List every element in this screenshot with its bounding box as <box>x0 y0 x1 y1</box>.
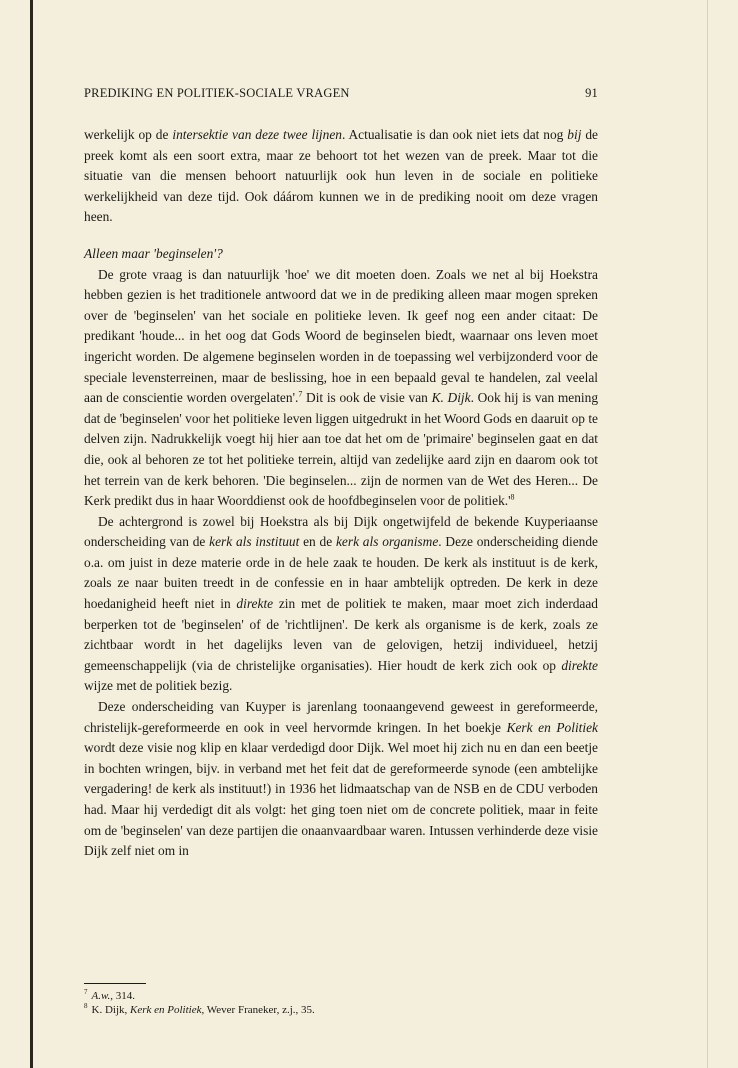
page-edge <box>707 0 708 1068</box>
paragraph-4: Deze onderscheiding van Kuyper is jarenlang toonaangevend geweest in gereformeerde, christelijk-gereformeerde en ook in veel hervormde kringen. In het boekje Kerk en Politiek wordt deze visie nog klip en klaar verdedigd door Dijk. Wel moet hij zich nu en dan een beetje in bochten wringen, bijv. in verband met het feit dat de gereformeerde synode (een ambtelijke vergadering! de kerk als instituut!) in 1936 het lidmaatschap van de NSB en de CDU verboden had. Maar hij verdedigt dit als volgt: het ging toen niet om de concrete politiek, maar in feite om de 'beginselen' van deze partijen die onaanvaardbaar waren. Intussen verhinderde deze visie Dijk zelf niet om in <box>84 699 598 859</box>
footnote-ref-7[interactable]: 7 <box>298 389 303 399</box>
emphasis: Kerk en Politiek <box>506 719 598 735</box>
footnote-8: $^8$ K. Dijk, Kerk en Politiek, Wever Franeker, z.j., 35. <box>84 1001 315 1016</box>
section-heading: Alleen maar 'beginselen'? <box>84 245 223 261</box>
emphasis: bij <box>567 127 582 142</box>
page-number: 91 <box>585 86 598 100</box>
paragraph-1: werkelijk op de intersektie van deze twee lijnen. Actualisatie is dan ook niet iets dat nog bij de preek komt als een soort extra, maar ze behoort tot het wezen van de preek. Maar tot die situatie van die mensen behoort natuurlijk ook hun leven in de sociale en politieke werkelijkheid van deze tijd. Ook dáárom kunnen we in de prediking nooit om deze vragen heen. <box>84 127 598 225</box>
emphasis: kerk als instituut <box>209 534 300 550</box>
book-page <box>84 86 598 862</box>
running-head <box>84 86 598 101</box>
body-text <box>84 125 598 862</box>
emphasis: direkte <box>236 596 274 612</box>
emphasis: intersektie van deze twee lijnen <box>172 127 342 142</box>
book-spine-edge <box>30 0 33 1068</box>
running-title: PREDIKING EN POLITIEK-SOCIALE VRAGEN <box>84 86 350 100</box>
emphasis: kerk als organisme <box>335 534 439 550</box>
footnote-7: $^7$ A.w., 314. <box>84 988 135 1002</box>
paragraph-2: De grote vraag is dan natuurlijk 'hoe' we dit moeten doen. Zoals we net al bij Hoekstra hebben gezien is het traditionele antwoord dat we in de prediking alleen maar mogen spreken over de 'beginselen' van het sociale en politieke leven. Ik geef nog een ander citaat: De predikant 'houde... in het oog dat Gods Woord de beginselen biedt, waarnaar ons leven moet ingericht worden. De algemene beginselen worden in de toepassing wel verbijzonderd voor de speciale levensterreinen, maar de beslissing, hoe in een bepaald geval te handelen, zal veelal aan de conscientie worden overgelaten'.$^7$ Dit is ook de visie van K. Dijk. Ook hij is van mening dat de 'beginselen' voor het politieke leven liggen uitgedrukt in het Woord Gods en daaruit op te delven zijn. Nadrukkelijk voegt hij hier aan toe dat het om de 'primaire' beginselen gaat en dat die, ook al behoren ze tot het politieke terrein, altijd van zedelijke aard zijn en daarom ook tot het terrein van de kerk behoren. 'Die beginselen... zijn de normen van de Wet des Heren... De Kerk predikt dus in haar Woorddienst ook de hoofdbeginselen voor de $politiek.'^8$ <box>84 266 599 509</box>
emphasis: direkte <box>561 657 598 673</box>
footnotes <box>84 983 598 1017</box>
emphasis: K. Dijk <box>431 390 471 406</box>
footnote-ref-8[interactable]: 8 <box>510 492 515 502</box>
footnote-rule <box>84 983 146 984</box>
paragraph-3: De achtergrond is zowel bij Hoekstra als bij Dijk ongetwijfeld de bekende Kuyperiaanse onderscheiding van de kerk als instituut en de kerk als organisme. Deze onderscheiding diende o.a. om juist in deze materie orde in de hele zaak te houden. De kerk als instituut is de kerk, zoals ze naar buiten treedt in de confessie en in haar ambtelijk optreden. De kerk in deze hoedanigheid heeft niet in direkte zin met de politiek te maken, maar moet zich inderdaad berperken tot de 'beginselen' of de 'richtlijnen'. De kerk als organisme is de kerk, zoals ze zichtbaar wordt in het dagelijks leven van de gelovigen, hetzij individueel, hetzij gemeenschappelijk (via de christelijke organisaties). Hier houdt de kerk zich ook op direkte wijze met de politiek bezig. <box>84 513 598 694</box>
